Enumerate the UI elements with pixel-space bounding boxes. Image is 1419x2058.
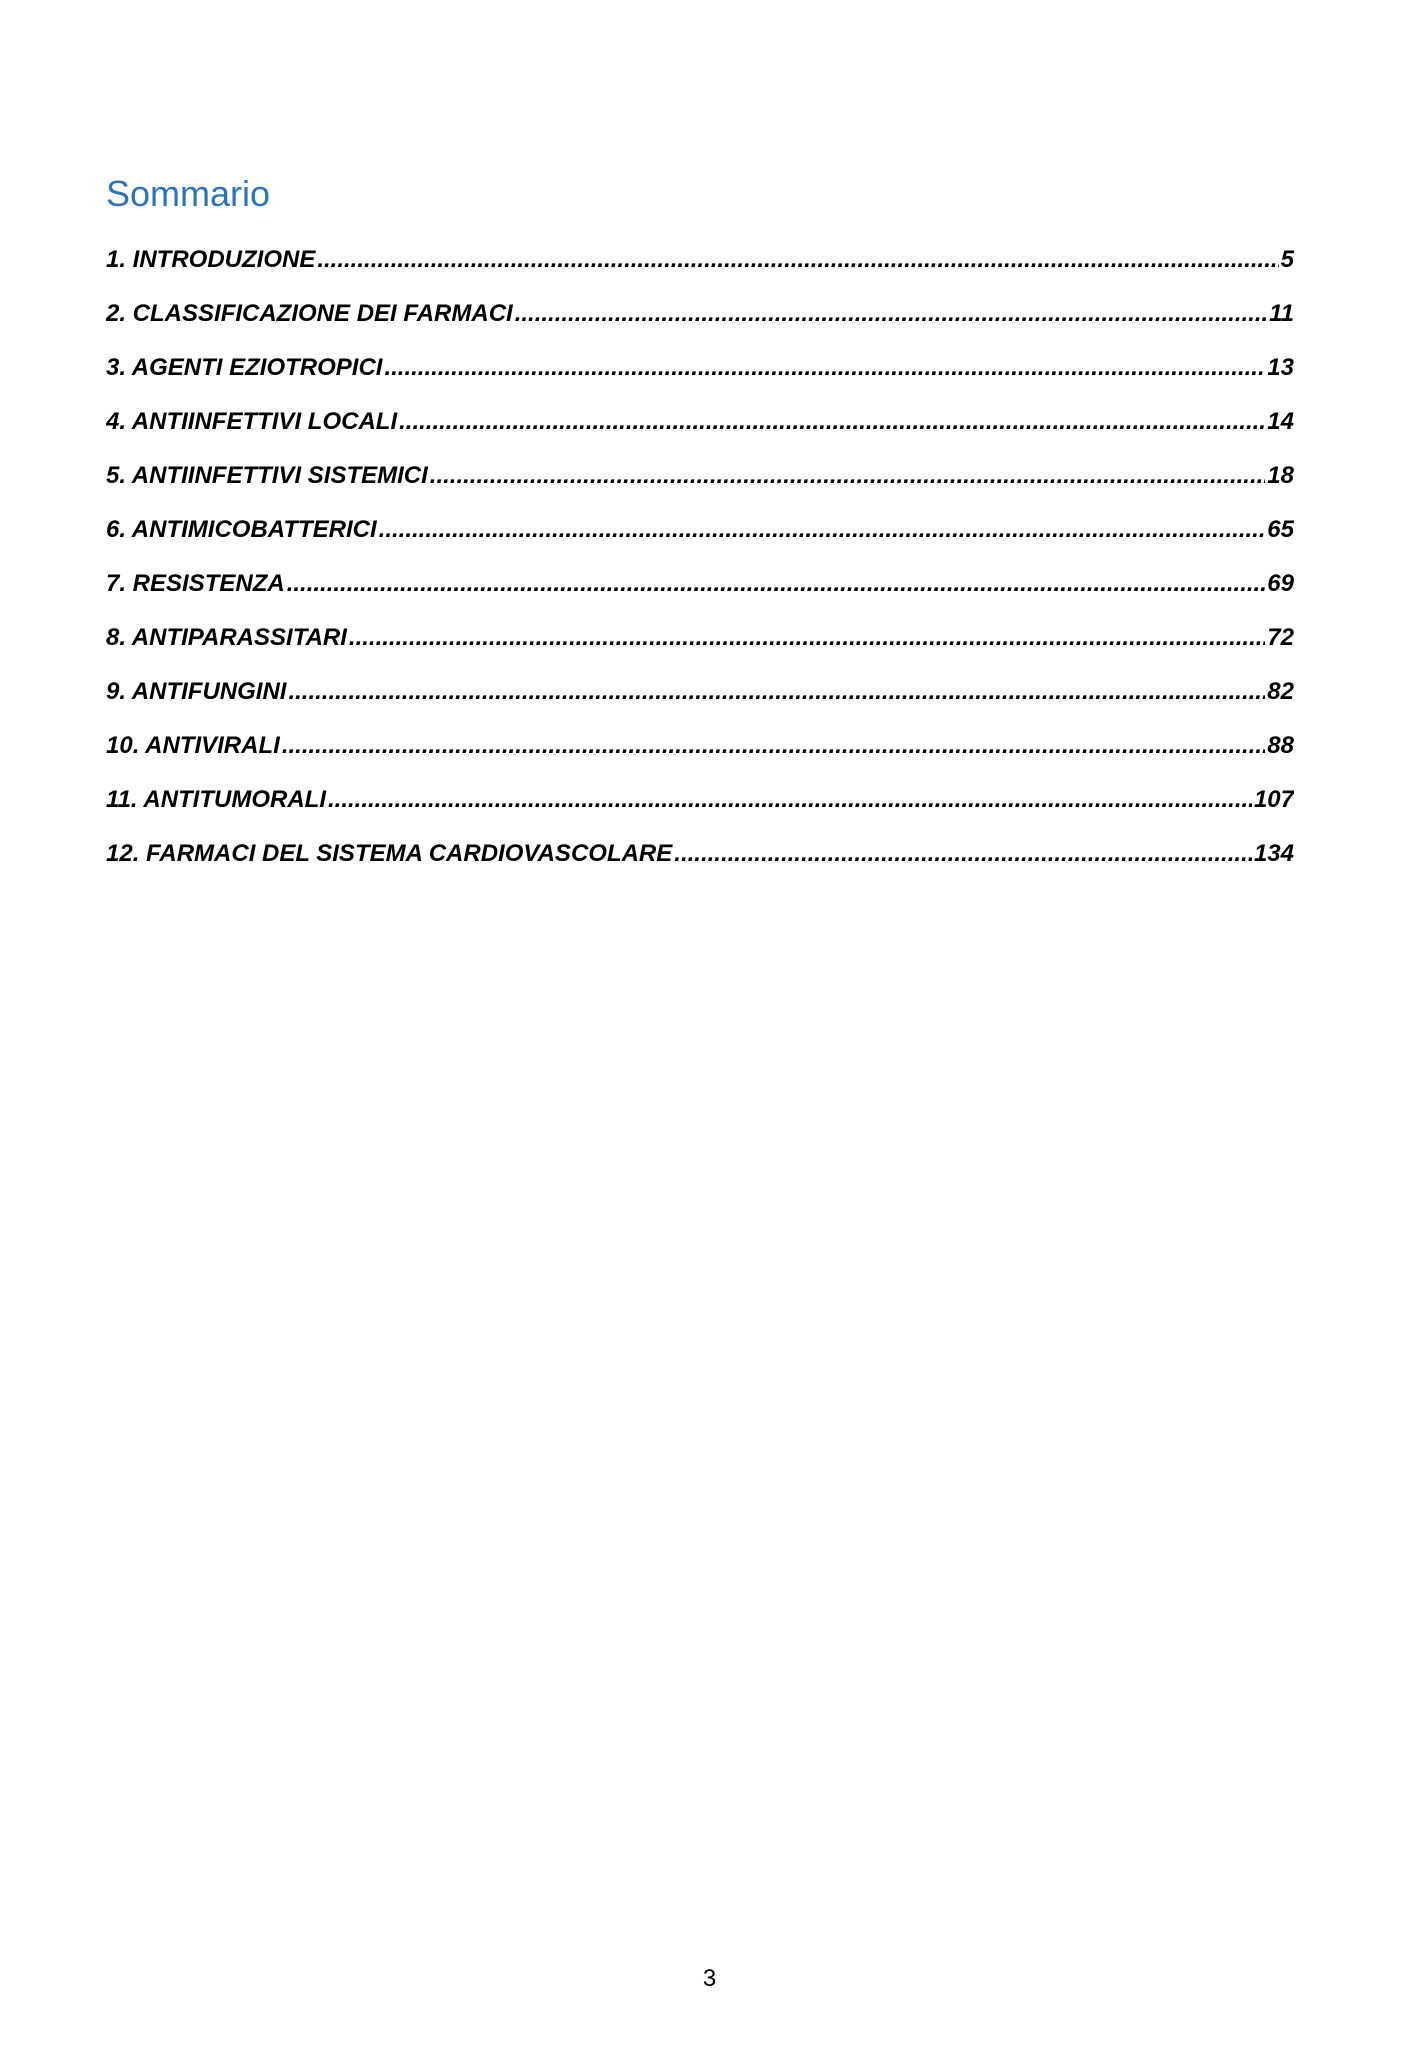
dot-leader [287, 562, 1266, 606]
toc-entry-antiinfettivi-sistemici[interactable] [106, 454, 1294, 508]
toc-entry-page: 11 [1269, 300, 1294, 327]
toc-entry-classificazione[interactable] [106, 292, 1294, 346]
toc-entry-page: 5 [1280, 246, 1294, 273]
toc-entry-label: 5. ANTIINFETTIVI SISTEMICI [106, 462, 428, 489]
toc-entry-label: 1. INTRODUZIONE [106, 246, 316, 273]
toc-title: Sommario [106, 173, 271, 214]
toc-entry-label: 11. ANTITUMORALI [106, 786, 326, 813]
toc-entry-label: 8. ANTIPARASSITARI [106, 624, 347, 651]
toc-entry-page: 82 [1267, 678, 1294, 705]
dot-leader [349, 616, 1265, 660]
dot-leader [328, 778, 1252, 822]
toc-entry-page: 134 [1253, 840, 1294, 867]
toc-entry-page: 65 [1267, 516, 1294, 543]
toc-entry-resistenza[interactable] [106, 562, 1294, 616]
toc-entry-label: 6. ANTIMICOBATTERICI [106, 516, 377, 543]
toc-entry-label: 2. CLASSIFICAZIONE DEI FARMACI [106, 300, 513, 327]
dot-leader [399, 400, 1265, 444]
toc-entry-page: 69 [1267, 570, 1294, 597]
toc-entry-antimicobatterici[interactable] [106, 508, 1294, 562]
toc-entry-agenti-eziotropici[interactable] [106, 346, 1294, 400]
dot-leader [430, 454, 1266, 498]
toc-entry-label: 9. ANTIFUNGINI [106, 678, 287, 705]
toc-entry-antiinfettivi-locali[interactable] [106, 400, 1294, 454]
toc-entry-antivirali[interactable] [106, 724, 1294, 778]
toc-entry-introduzione[interactable] [106, 238, 1294, 292]
toc-entry-label: 12. FARMACI DEL SISTEMA CARDIOVASCOLARE [106, 840, 673, 867]
toc-entry-antiparassitari[interactable] [106, 616, 1294, 670]
toc-entry-label: 3. AGENTI EZIOTROPICI [106, 354, 383, 381]
toc-entry-label: 10. ANTIVIRALI [106, 732, 280, 759]
toc-entry-page: 88 [1267, 732, 1294, 759]
dot-leader [674, 832, 1252, 876]
toc-entry-antitumorali[interactable] [106, 778, 1294, 832]
toc-entry-page: 107 [1253, 786, 1294, 813]
dot-leader [282, 724, 1265, 768]
toc-entry-page: 72 [1267, 624, 1294, 651]
dot-leader [317, 238, 1278, 282]
toc-entry-page: 14 [1267, 408, 1294, 435]
toc-entry-sistema-cardiovascolare[interactable] [106, 832, 1294, 886]
toc-entry-page: 13 [1267, 354, 1294, 381]
toc-entry-label: 7. RESISTENZA [106, 570, 285, 597]
dot-leader [384, 346, 1265, 390]
page-number: 3 [702, 1965, 717, 1992]
dot-leader [288, 670, 1265, 714]
toc-entry-antifungini[interactable] [106, 670, 1294, 724]
toc-entry-page: 18 [1267, 462, 1294, 489]
table-of-contents [106, 238, 1294, 886]
dot-leader [379, 508, 1266, 552]
toc-entry-label: 4. ANTIINFETTIVI LOCALI [106, 408, 398, 435]
dot-leader [515, 292, 1267, 336]
